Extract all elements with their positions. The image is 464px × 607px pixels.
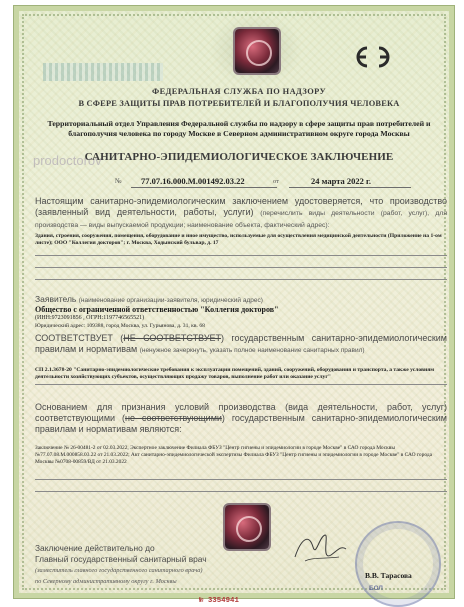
grounds-struck: не соответствующими <box>124 413 222 423</box>
divider-line <box>35 491 447 492</box>
conformity-text-start: СООТВЕТСТВУЕТ ( <box>35 333 124 343</box>
applicant-address: Юридический адрес: 109388, город Москва, ул. Гурьянова, д. 31, кв. 68 <box>35 323 205 329</box>
official-stamp <box>355 521 441 607</box>
conformity-struck: НЕ СООТВЕТСТВУЕТ <box>123 333 222 343</box>
applicant-note: (наименование организации-заявителя, юридический адрес) <box>78 297 263 304</box>
grounds-text-start: Основанием для признания условий производства (вида деятельности, работ, услуг) соответствующими ( <box>35 402 447 423</box>
handwritten-signature-icon <box>291 527 349 567</box>
conformity-paragraph <box>35 333 447 356</box>
validity-text: Заключение действительно до <box>35 543 155 553</box>
conformity-note: (ненужное зачеркнуть, указать полное наименование санитарных правил) <box>139 347 365 354</box>
agency-title-line2: В СФЕРЕ ЗАЩИТЫ ПРАВ ПОТРЕБИТЕЛЕЙ И БЛАГОПОЛУЧИЯ ЧЕЛОВЕКА <box>78 99 400 108</box>
agency-title-line1: ФЕДЕРАЛЬНАЯ СЛУЖБА ПО НАДЗОРУ <box>151 87 327 96</box>
number-underline <box>131 187 277 188</box>
sanitary-rules: СП 2.1.3678-20 "Санитарно-эпидемиологические требования к эксплуатации помещений, зданий, сооружений, оборудования и транспорта, а также условиям деятельности хозяйствующих субъектов, осуществляющих продажу товаров, выполнение работ или оказание услуг" <box>35 367 435 380</box>
divider-line <box>35 279 447 280</box>
serial-number: № 3354941 <box>199 597 239 605</box>
activity-description: Здания, строения, сооружения, помещения, оборудование и иное имущество, используемые для осуществления медицинской деятельности (Приложение на 1-ом листе); ООО "Коллегия докторов"; г. Москва, Ходынский бульвар, д. 17 <box>35 233 442 246</box>
intro-text: Настоящим санитарно-эпидемиологическим заключением удостоверяется, что производство (заявленный вид деятельности, работы, услуги) <box>35 196 447 217</box>
grounds-paragraph <box>35 402 447 435</box>
stamp-text: БОЛ <box>369 585 383 592</box>
grounds-text-end: ) государственным санитарно-эпидемиологическим правилам и нормативам являются: <box>35 413 447 434</box>
chief-district: по Северному административному округу г. Москвы <box>35 578 177 585</box>
divider-line <box>35 255 447 256</box>
applicant-label: Заявитель <box>35 294 77 304</box>
divider-line <box>35 267 447 268</box>
applicant-name: Общество с ограниченной ответственностью "Коллегия докторов" <box>35 305 279 314</box>
document-title: САНИТАРНО-ЭПИДЕМИОЛОГИЧЕСКОЕ ЗАКЛЮЧЕНИЕ <box>84 151 394 163</box>
divider-line <box>35 479 447 480</box>
signature-block <box>35 543 335 587</box>
document-date: 24 марта 2022 г. <box>311 176 372 186</box>
signer-name: В.В. Тарасова <box>365 571 412 580</box>
chief-title: Главный государственный санитарный врач <box>35 554 207 564</box>
chief-deputy-note: (заместитель главного государственного санитарного врача) <box>35 567 203 574</box>
intro-paragraph <box>35 196 447 231</box>
grounds-documents: Заключение № 26-00481-2 от 02.03.2022, Экспертное заключение Филиала ФБУЗ "Центр гигиены и эпидемиологии в городе Москве" в САО города Москвы №77.07.08.М.000858.03.22 от 21.03.2022; Акт санитарно-эпидемиологической экспертизы Филиала ФБУЗ "Центр гигиены и эпидемиологии в городе Москве" в САО города Москвы №0708-00859/ВД от 21.03.2022 <box>35 445 433 465</box>
number-label: № <box>115 177 122 185</box>
certificate-sheet <box>14 6 454 605</box>
date-label: от <box>273 178 280 185</box>
security-stripe <box>43 63 163 81</box>
se-logo-icon <box>353 45 395 69</box>
date-underline <box>289 187 411 188</box>
conformity-text-end: ) государственным санитарно-эпидемиологическим правилам и нормативам <box>35 333 447 354</box>
watermark-text: prodoctorov <box>33 153 102 168</box>
document-number-line <box>19 176 459 188</box>
divider-line <box>35 384 447 385</box>
department-name: Территориальный отдел Управления Федеральной службы по надзору в сфере защиты прав потребителей и благополучия человека по городу Москве в Северном административном округе города Москвы <box>47 119 431 138</box>
applicant-label-line <box>35 294 447 304</box>
hologram-seal-top <box>235 29 279 73</box>
document-number: 77.07.16.000.М.001492.03.22 <box>141 176 245 186</box>
applicant-inn: (ИНН:9723091856 , ОГРН:1197746565521) <box>35 315 145 321</box>
intro-note: (перечислить виды деятельности (работ, услуг), для производства — виды выпускаемой продукции; наименование объекта, фактический адрес): <box>35 210 447 229</box>
